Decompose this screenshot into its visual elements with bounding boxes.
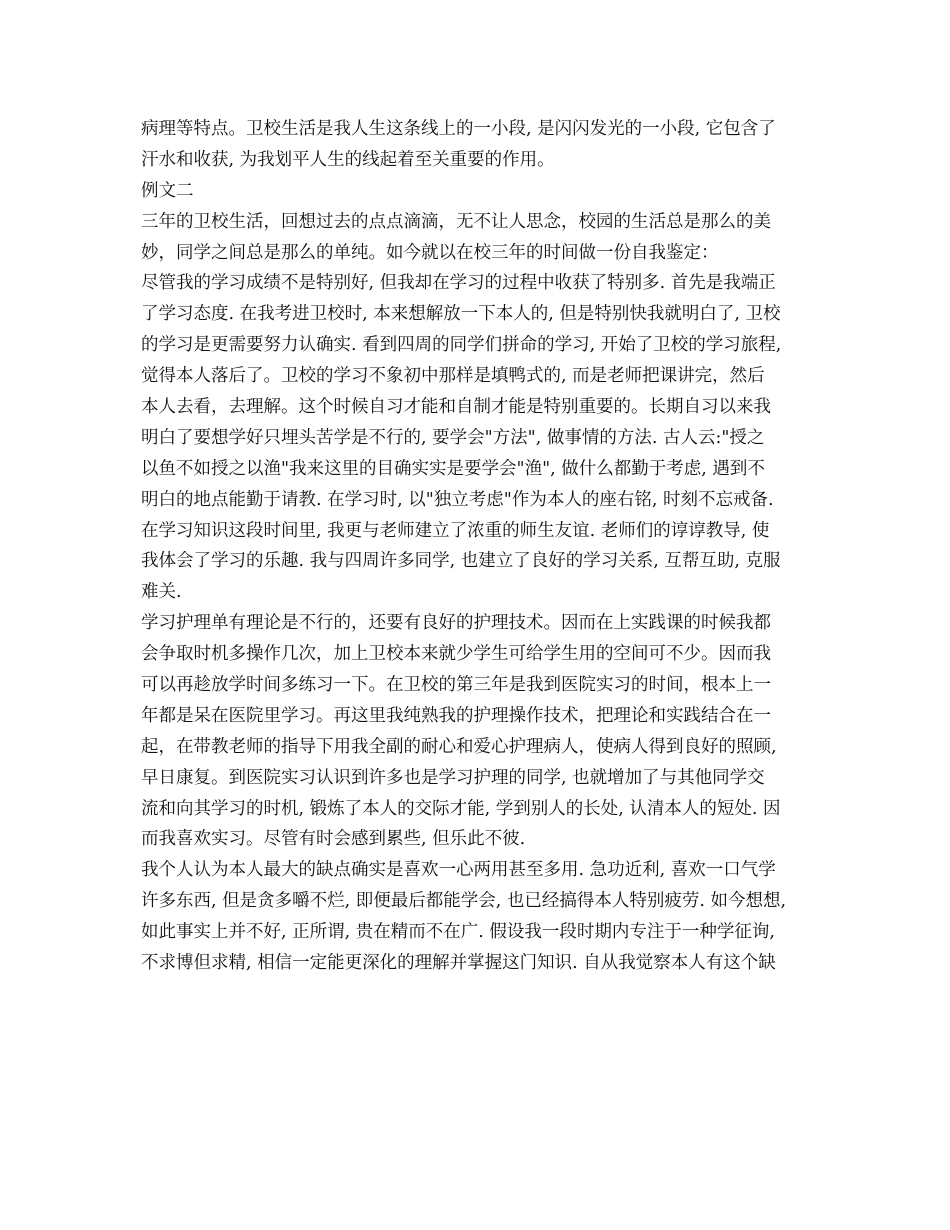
text-line: 觉得本人落后了。卫校的学习不象初中那样是填鸭式的, 而是老师把课讲完，然后 bbox=[141, 366, 765, 387]
text-line: 我体会了学习的乐趣. 我与四周许多同学, 也建立了良好的学习关系, 互帮互助, 克服 bbox=[141, 551, 781, 572]
document-body bbox=[141, 114, 811, 979]
text-line: 早日康复。到医院实习认识到许多也是学习护理的同学, 也就增加了与其他同学交 bbox=[141, 767, 765, 788]
text-line: 学习护理单有理论是不行的，还要有良好的护理技术。因而在上实践课的时候我都 bbox=[141, 613, 771, 634]
text-line: 明白了要想学好只埋头苦学是不行的, 要学会"方法", 做事情的方法. 古人云:"授之 bbox=[141, 427, 765, 448]
text-line: 本人去看，去理解。这个时候自习才能和自制才能是特别重要的。长期自习以来我 bbox=[141, 397, 771, 418]
text-line: 许多东西, 但是贪多嚼不烂, 即便最后都能学会, 也已经搞得本人特别疲劳. 如今想想, bbox=[141, 891, 787, 912]
text-line: 可以再趁放学时间多练习一下。在卫校的第三年是我到医院实习的时间，根本上一 bbox=[141, 675, 771, 696]
text-line: 的学习是更需要努力认确实. 看到四周的同学们拼命的学习, 开始了卫校的学习旅程, bbox=[141, 335, 782, 356]
text-line: 年都是呆在医院里学习。再这里我纯熟我的护理操作技术，把理论和实践结合在一 bbox=[141, 705, 771, 726]
text-line: 我个人认为本人最大的缺点确实是喜欢一心两用甚至多用. 急功近利, 喜欢一口气学 bbox=[141, 860, 776, 881]
text-line: 病理等特点。卫校生活是我人生这条线上的一小段, 是闪闪发光的一小段, 它包含了 bbox=[141, 119, 776, 139]
text-line: 以鱼不如授之以渔"我来这里的目确实实是要学会"渔", 做什么都勤于考虑, 遇到不 bbox=[141, 458, 765, 479]
text-line: 三年的卫校生活，回想过去的点点滴滴，无不让人思念，校园的生活总是那么的美 bbox=[141, 211, 771, 232]
text-line: 明白的地点能勤于请教. 在学习时, 以"独立考虑"作为本人的座右铭, 时刻不忘戒备. bbox=[141, 489, 774, 510]
text-line: 在学习知识这段时间里, 我更与老师建立了浓重的师生友谊. 老师们的谆谆教导, 使 bbox=[141, 520, 770, 541]
section-heading: 例文二 bbox=[141, 180, 194, 201]
text-line: 汗水和收获, 为我划平人生的线起着至关重要的作用。 bbox=[141, 149, 555, 170]
text-line: 会争取时机多操作几次，加上卫校本来就少学生可给学生用的空间可不少。因而我 bbox=[141, 644, 771, 665]
text-line: 难关. bbox=[141, 582, 182, 603]
text-line: 妙，同学之间总是那么的单纯。如今就以在校三年的时间做一份自我鉴定： bbox=[141, 242, 719, 263]
text-line: 如此事实上并不好, 正所谓, 贵在精而不在广. 假设我一段时期内专注于一种学征询, bbox=[141, 922, 775, 943]
text-line: 流和向其学习的时机, 锻炼了本人的交际才能, 学到别人的长处, 认清本人的短处. 因 bbox=[141, 798, 781, 819]
text-line: 尽管我的学习成绩不是特别好, 但我却在学习的过程中收获了特别多. 首先是我端正 bbox=[141, 273, 776, 294]
text-line: 了学习态度. 在我考进卫校时, 本来想解放一下本人的, 但是特别快我就明白了, 卫校 bbox=[141, 304, 781, 325]
text-line: 不求博但求精, 相信一定能更深化的理解并掌握这门知识. 自从我觉察本人有这个缺 bbox=[141, 953, 776, 974]
text-line: 而我喜欢实习。尽管有时会感到累些, 但乐此不彼. bbox=[141, 829, 526, 850]
text-line: 起，在带教老师的指导下用我全副的耐心和爱心护理病人，使病人得到良好的照顾, bbox=[141, 736, 777, 757]
